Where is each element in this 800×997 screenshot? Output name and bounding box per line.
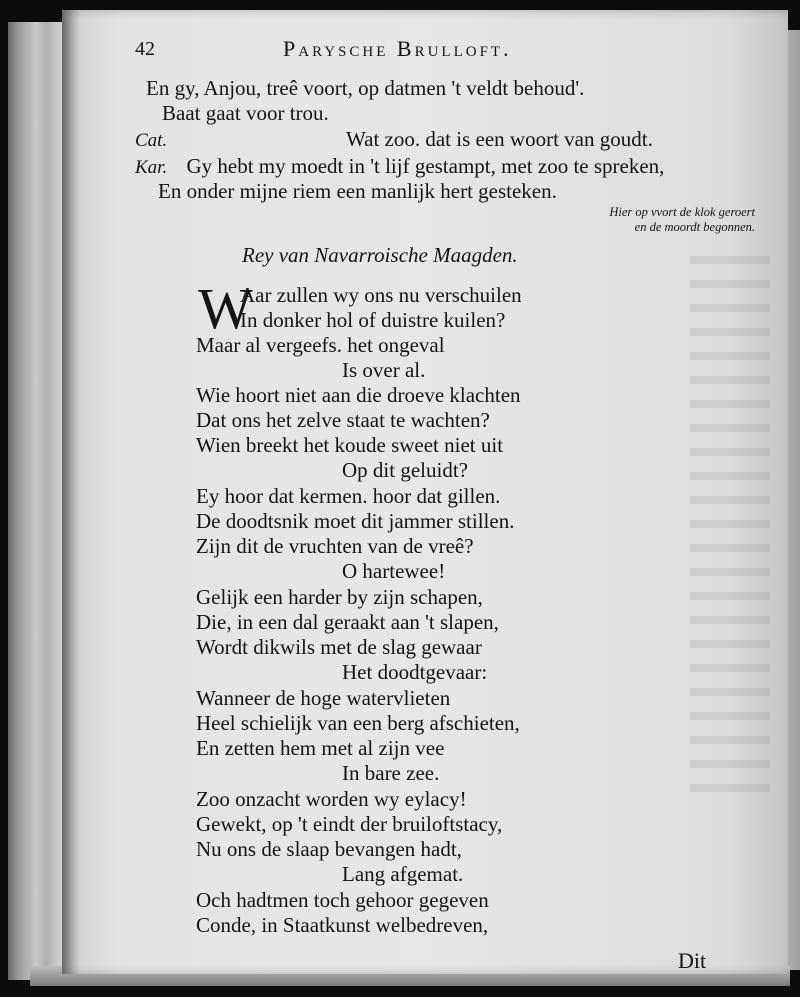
verse-line: Lang afgemat.	[342, 862, 464, 886]
verse-line: Zijn dit de vruchten van de vreê?	[196, 534, 474, 558]
verse-line: Wordt dikwils met de slag gewaar	[196, 635, 482, 659]
dialogue-line	[158, 179, 557, 203]
verse-line: Nu ons de slaap bevangen hadt,	[196, 837, 462, 861]
page-number: 42	[135, 38, 155, 60]
verse-line: Aar zullen wy ons nu verschuilen	[240, 283, 522, 307]
verse-line: Op dit geluidt?	[342, 458, 468, 482]
dialogue-text: En onder mijne riem een manlijk hert gesteken.	[158, 179, 557, 203]
verse-line: O hartewee!	[342, 559, 446, 583]
stage-note-line: en de moordt begonnen.	[634, 220, 755, 234]
verse-line: Gewekt, op 't eindt der bruiloftstacy,	[196, 812, 503, 836]
dialogue-line	[135, 127, 167, 153]
verse-line: Die, in een dal geraakt aan 't slapen,	[196, 610, 499, 634]
verse-line: Zoo onzacht worden wy eylacy!	[196, 787, 467, 811]
verse-line: De doodtsnik moet dit jammer stillen.	[196, 509, 515, 533]
speaker-label: Cat.	[135, 130, 168, 151]
dialogue-line	[135, 154, 664, 180]
dialogue-text: Wat zoo. dat is een woort van goudt.	[346, 127, 653, 151]
verse-line: In donker hol of duistre kuilen?	[240, 308, 506, 332]
verse-line: Conde, in Staatkunst welbedreven,	[196, 913, 489, 937]
running-title: Parysche Brulloft.	[283, 36, 512, 61]
dialogue-line	[346, 127, 653, 151]
verse-line: Het doodtgevaar:	[342, 660, 488, 684]
stage-direction-note	[515, 205, 755, 235]
page-gutter-shadow	[62, 10, 80, 974]
verse-line: Och hadtmen toch gehoor gegeven	[196, 888, 489, 912]
verse-line: Ey hoor dat kermen. hoor dat gillen.	[196, 484, 501, 508]
dialogue-line	[146, 76, 584, 100]
verse-line: Dat ons het zelve staat te wachten?	[196, 408, 490, 432]
speaker-label: Kar.	[135, 157, 168, 178]
show-through-text	[690, 240, 770, 800]
dialogue-text: En gy, Anjou, treê voort, op datmen 't veldt behoud'.	[146, 76, 585, 100]
verse-line: Is over al.	[342, 358, 426, 382]
verse-line: Maar al vergeefs. het ongeval	[196, 333, 445, 357]
verse-line: Wanneer de hoge watervlieten	[196, 686, 451, 710]
verse-line: In bare zee.	[342, 761, 440, 785]
verse-line: Heel schielijk van een berg afschieten,	[196, 711, 520, 735]
catchword: Dit	[678, 948, 707, 973]
verse-line: Wien breekt het koude sweet niet uit	[196, 433, 504, 457]
dialogue-text: Gy hebt my moedt in 't lijf gestampt, met zoo te spreken,	[186, 154, 665, 178]
dialogue-text: Baat gaat voor trou.	[162, 101, 329, 125]
drop-capital: W	[198, 276, 253, 341]
verse-line: Gelijk een harder by zijn schapen,	[196, 585, 483, 609]
verse-line: En zetten hem met al zijn vee	[196, 736, 445, 760]
chorus-title: Rey van Navarroische Maagden.	[242, 243, 518, 267]
stage-note-line: Hier op vvort de klok geroert	[609, 205, 755, 219]
dialogue-line	[162, 101, 329, 125]
verse-line: Wie hoort niet aan die droeve klachten	[196, 383, 521, 407]
